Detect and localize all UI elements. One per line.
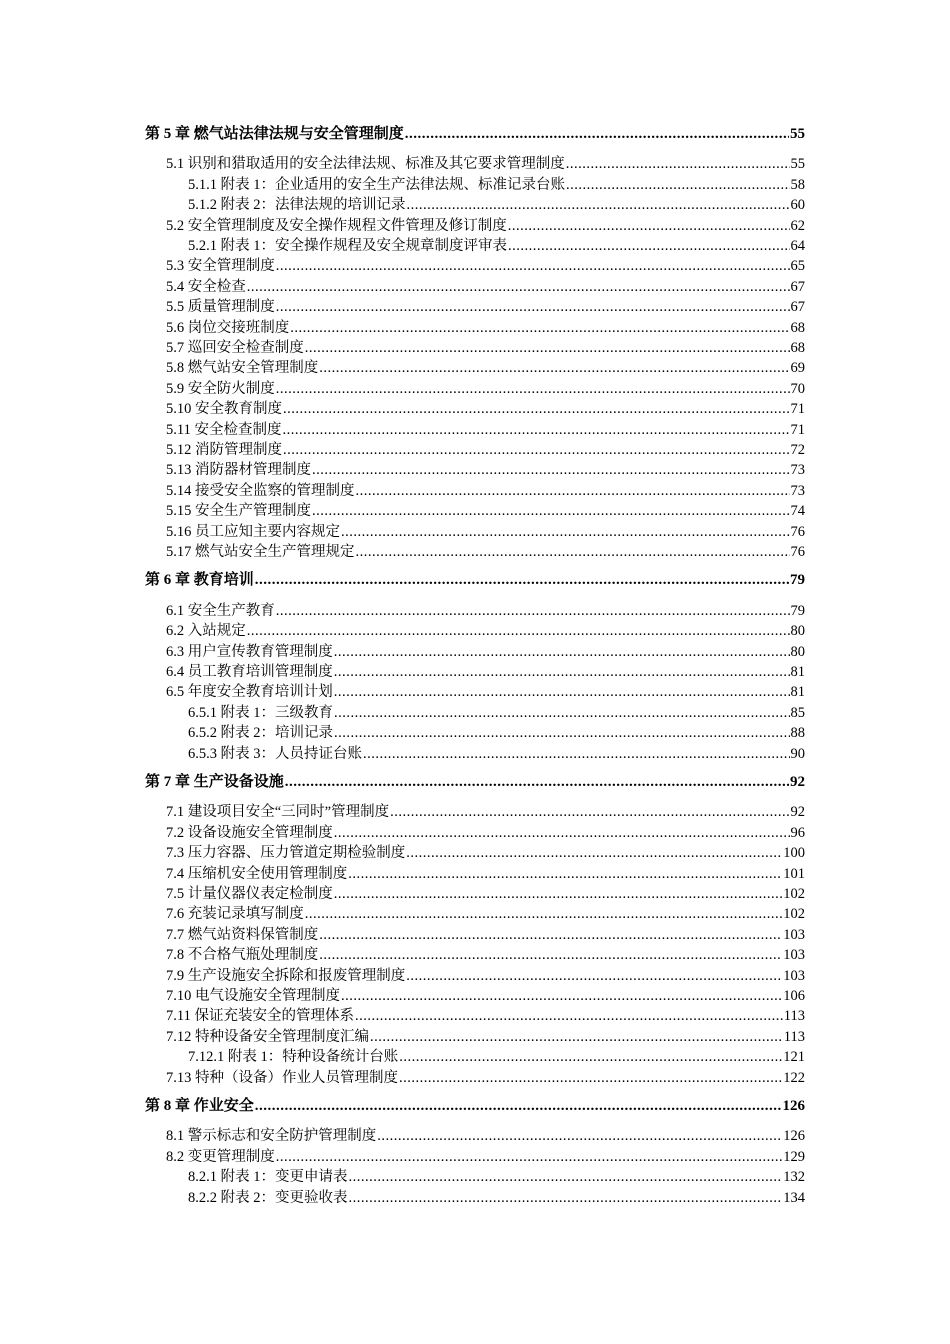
toc-entry-page-number: 65	[790, 258, 805, 275]
dot-leader	[255, 1096, 782, 1116]
toc-entry-title: 5.11 安全检查制度	[166, 421, 282, 438]
toc-entry-page-number: 92	[790, 774, 805, 790]
toc-entry[interactable]	[166, 277, 805, 297]
dot-leader	[334, 642, 790, 662]
toc-entry-page-number: 69	[790, 360, 805, 377]
toc-entry[interactable]	[166, 925, 805, 945]
toc-entry-title: 6.5.3 附表 3：人员持证台账	[188, 745, 362, 762]
toc-entry-page-number: 126	[782, 1098, 805, 1114]
dot-leader	[566, 175, 790, 195]
toc-entry[interactable]	[166, 379, 805, 399]
dot-leader	[285, 772, 789, 792]
toc-entry[interactable]	[166, 1147, 805, 1167]
dot-leader	[276, 601, 790, 621]
toc-entry-page-number: 55	[790, 156, 805, 173]
toc-entry-title: 第 5 章 燃气站法律法规与安全管理制度	[145, 126, 404, 142]
toc-entry-page-number: 126	[783, 1128, 805, 1145]
toc-entry[interactable]	[166, 601, 805, 621]
toc-entry-page-number: 80	[790, 623, 805, 640]
toc-entry-page-number: 81	[790, 684, 805, 701]
toc-entry[interactable]	[166, 621, 805, 641]
toc-entry[interactable]	[166, 864, 805, 884]
toc-entry-page-number: 67	[790, 299, 805, 316]
toc-entry-page-number: 76	[790, 544, 805, 560]
dot-leader	[312, 460, 790, 480]
dot-leader	[341, 522, 790, 542]
toc-entry-page-number: 106	[783, 988, 805, 1004]
toc-entry-page-number: 81	[790, 664, 805, 680]
dot-leader	[566, 154, 790, 174]
toc-entry[interactable]	[166, 216, 805, 236]
dot-leader	[334, 662, 790, 682]
toc-entry[interactable]	[166, 154, 805, 174]
toc-entry[interactable]	[188, 1167, 805, 1187]
toc-entry-page-number: 103	[783, 947, 805, 964]
toc-entry-title: 第 7 章 生产设备设施	[145, 774, 284, 790]
toc-entry-page-number: 96	[790, 824, 805, 841]
toc-entry[interactable]	[166, 522, 805, 542]
dot-leader	[348, 864, 782, 884]
toc-entry[interactable]	[166, 823, 805, 843]
dot-leader	[508, 236, 790, 256]
dot-leader	[276, 297, 790, 317]
toc-entry-title: 5.1 识别和猎取适用的安全法律法规、标准及其它要求管理制度	[166, 156, 565, 173]
toc-entry-page-number: 68	[790, 319, 805, 336]
dot-leader	[334, 682, 790, 702]
toc-entry[interactable]	[166, 297, 805, 317]
toc-entry-page-number: 73	[790, 462, 805, 479]
toc-entry-page-number: 71	[790, 421, 805, 438]
toc-entry[interactable]	[166, 1068, 805, 1088]
toc-entry-page-number: 67	[790, 278, 805, 295]
dot-leader	[406, 843, 782, 863]
toc-entry-title: 6.2 入站规定	[166, 623, 246, 640]
toc-entry-title: 5.3 安全管理制度	[166, 258, 275, 275]
dot-leader	[341, 986, 782, 1006]
toc-entry-title: 7.4 压缩机安全使用管理制度	[166, 865, 348, 882]
toc-entry-title: 第 6 章 教育培训	[145, 572, 254, 589]
dot-leader	[407, 195, 790, 215]
toc-entry[interactable]	[166, 682, 805, 702]
toc-chapter-entry[interactable]	[145, 772, 805, 792]
toc-entry[interactable]	[166, 399, 805, 419]
toc-entry[interactable]	[166, 904, 805, 924]
toc-entry-page-number: 79	[790, 602, 805, 619]
toc-entry-page-number: 121	[783, 1049, 805, 1066]
dot-leader	[349, 1167, 783, 1187]
toc-entry[interactable]	[188, 703, 805, 723]
toc-entry-page-number: 101	[783, 865, 805, 882]
dot-leader	[319, 358, 789, 378]
toc-entry[interactable]	[166, 986, 805, 1006]
toc-entry-title: 5.4 安全检查	[166, 278, 246, 295]
toc-entry-title: 5.17 燃气站安全生产管理规定	[166, 544, 355, 560]
toc-entry-title: 5.7 巡回安全检查制度	[166, 340, 304, 356]
toc-entry-title: 6.4 员工教育培训管理制度	[166, 664, 333, 680]
toc-entry-page-number: 73	[790, 482, 805, 499]
toc-entry[interactable]	[166, 338, 805, 358]
toc-entry-page-number: 100	[783, 845, 805, 862]
toc-entry[interactable]	[166, 1126, 805, 1146]
dot-leader	[276, 1147, 783, 1167]
toc-entry-page-number: 70	[790, 380, 805, 397]
toc-entry-title: 5.15 安全生产管理制度	[166, 503, 311, 520]
toc-entry-title: 5.2 安全管理制度及安全操作规程文件管理及修订制度	[166, 217, 507, 234]
toc-entry[interactable]	[166, 460, 805, 480]
toc-entry-page-number: 74	[790, 503, 805, 520]
toc-entry[interactable]	[188, 744, 805, 764]
toc-entry-title: 7.9 生产设施安全拆除和报废管理制度	[166, 967, 406, 984]
toc-entry-title: 5.10 安全教育制度	[166, 401, 282, 418]
toc-chapter-entry[interactable]	[145, 570, 805, 590]
dot-leader	[290, 318, 789, 338]
toc-entry-title: 5.8 燃气站安全管理制度	[166, 360, 319, 377]
toc-entry[interactable]	[188, 195, 805, 215]
toc-entry-page-number: 103	[783, 967, 805, 984]
toc-entry-title: 7.10 电气设施安全管理制度	[166, 988, 340, 1004]
toc-entry[interactable]	[166, 945, 805, 965]
toc-entry[interactable]	[166, 884, 805, 904]
toc-entry-page-number: 129	[783, 1148, 805, 1165]
toc-entry-page-number: 90	[790, 745, 805, 762]
toc-entry[interactable]	[166, 481, 805, 501]
dot-leader	[363, 744, 790, 764]
toc-entry[interactable]	[166, 966, 805, 986]
toc-chapter-entry[interactable]	[145, 1096, 805, 1116]
dot-leader	[247, 621, 790, 641]
dot-leader	[406, 966, 782, 986]
toc-entry-title: 5.13 消防器材管理制度	[166, 462, 311, 479]
toc-entry-title: 第 8 章 作业安全	[145, 1098, 254, 1114]
toc-entry[interactable]	[166, 642, 805, 662]
dot-leader	[390, 802, 789, 822]
dot-leader	[312, 501, 790, 521]
toc-entry-page-number: 80	[790, 643, 805, 660]
toc-entry-title: 5.5 质量管理制度	[166, 299, 275, 316]
toc-entry-title: 5.2.1 附表 1：安全操作规程及安全规章制度评审表	[188, 238, 507, 254]
toc-entry-page-number: 55	[790, 126, 805, 142]
dot-leader	[405, 124, 789, 144]
toc-entry[interactable]	[166, 501, 805, 521]
dot-leader	[283, 399, 790, 419]
toc-entry[interactable]	[166, 843, 805, 863]
toc-entry[interactable]	[166, 256, 805, 276]
dot-leader	[282, 420, 789, 440]
toc-entry[interactable]	[188, 175, 805, 195]
toc-entry[interactable]	[166, 542, 805, 562]
toc-entry[interactable]	[166, 662, 805, 682]
dot-leader	[305, 338, 790, 358]
dot-leader	[255, 570, 789, 590]
toc-entry-title: 7.12.1 附表 1：特种设备统计台账	[188, 1049, 399, 1066]
toc-entry-title: 5.6 岗位交接班制度	[166, 319, 290, 336]
toc-entry-page-number: 72	[790, 442, 805, 458]
toc-entry-title: 8.2 变更管理制度	[166, 1148, 275, 1165]
toc-entry[interactable]	[188, 236, 805, 256]
toc-entry-title: 5.1.1 附表 1：企业适用的安全生产法律法规、标准记录台账	[188, 176, 565, 193]
toc-entry-page-number: 60	[790, 197, 805, 214]
toc-entry-page-number: 132	[783, 1169, 805, 1186]
dot-leader	[508, 216, 790, 236]
toc-entry-title: 7.1 建设项目安全“三同时”管理制度	[166, 804, 390, 821]
toc-entry-title: 7.2 设备设施安全管理制度	[166, 824, 333, 841]
toc-entry[interactable]	[166, 420, 805, 440]
toc-entry-page-number: 79	[790, 572, 805, 589]
toc-entry-page-number: 122	[783, 1069, 805, 1086]
dot-leader	[276, 256, 790, 276]
toc-entry-title: 7.13 特种（设备）作业人员管理制度	[166, 1069, 398, 1086]
dot-leader	[334, 884, 783, 904]
toc-entry-title: 5.9 安全防火制度	[166, 380, 275, 397]
dot-leader	[247, 277, 790, 297]
dot-leader	[283, 440, 790, 460]
toc-entry-page-number: 102	[783, 886, 805, 902]
toc-entry-page-number: 113	[783, 1008, 805, 1025]
dot-leader	[276, 379, 790, 399]
dot-leader	[399, 1068, 782, 1088]
toc-entry-title: 8.1 警示标志和安全防护管理制度	[166, 1128, 377, 1145]
toc-entry[interactable]	[188, 723, 805, 743]
toc-entry-page-number: 85	[790, 704, 805, 721]
toc-entry-title: 6.5 年度安全教育培训计划	[166, 684, 333, 701]
toc-entry-page-number: 76	[790, 523, 805, 540]
toc-entry-title: 7.8 不合格气瓶处理制度	[166, 947, 319, 964]
toc-entry[interactable]	[166, 440, 805, 460]
toc-entry-title: 5.1.2 附表 2：法律法规的培训记录	[188, 197, 406, 214]
dot-leader	[319, 925, 782, 945]
dot-leader	[349, 1188, 783, 1208]
toc-entry-page-number: 88	[790, 725, 805, 742]
toc-entry-title: 7.5 计量仪器仪表定检制度	[166, 886, 333, 902]
toc-entry-title: 7.3 压力容器、压力管道定期检验制度	[166, 845, 406, 862]
toc-entry[interactable]	[166, 802, 805, 822]
toc-entry-title: 7.7 燃气站资料保管制度	[166, 926, 319, 943]
toc-entry-page-number: 113	[783, 1028, 805, 1045]
toc-entry-title: 6.5.2 附表 2：培训记录	[188, 725, 333, 742]
toc-entry-page-number: 134	[783, 1189, 805, 1206]
dot-leader	[319, 945, 782, 965]
dot-leader	[399, 1047, 782, 1067]
dot-leader	[334, 823, 790, 843]
dot-leader	[377, 1126, 782, 1146]
toc-entry[interactable]	[166, 1027, 805, 1047]
toc-entry-page-number: 71	[790, 401, 805, 418]
toc-entry-title: 6.1 安全生产教育	[166, 602, 275, 619]
dot-leader	[334, 723, 790, 743]
dot-leader	[356, 481, 790, 501]
toc-entry-page-number: 64	[790, 238, 805, 254]
toc-entry-title: 6.5.1 附表 1：三级教育	[188, 704, 333, 721]
toc-entry-title: 7.11 保证充装安全的管理体系	[166, 1008, 354, 1025]
toc-entry-title: 5.14 接受安全监察的管理制度	[166, 482, 355, 499]
toc-entry[interactable]	[166, 1006, 805, 1026]
toc-entry[interactable]	[188, 1047, 805, 1067]
dot-leader	[355, 1006, 783, 1026]
toc-entry[interactable]	[166, 318, 805, 338]
toc-entry-title: 7.6 充装记录填写制度	[166, 906, 304, 923]
dot-leader	[305, 904, 783, 924]
toc-entry-title: 8.2.1 附表 1：变更申请表	[188, 1169, 348, 1186]
toc-entry-page-number: 102	[783, 906, 805, 923]
toc-entry-title: 5.16 员工应知主要内容规定	[166, 523, 340, 540]
toc-entry[interactable]	[166, 358, 805, 378]
toc-entry-title: 7.12 特种设备安全管理制度汇编	[166, 1028, 369, 1045]
dot-leader	[356, 542, 790, 562]
toc-entry-page-number: 58	[790, 176, 805, 193]
toc-entry[interactable]	[188, 1188, 805, 1208]
toc-entry-page-number: 92	[790, 804, 805, 821]
toc-entry-page-number: 103	[783, 926, 805, 943]
toc-entry-title: 8.2.2 附表 2：变更验收表	[188, 1189, 348, 1206]
toc-entry-title: 5.12 消防管理制度	[166, 442, 282, 458]
dot-leader	[334, 703, 790, 723]
toc-entry-page-number: 68	[790, 340, 805, 356]
dot-leader	[370, 1027, 783, 1047]
toc-chapter-entry[interactable]	[145, 124, 805, 144]
toc-entry-page-number: 62	[790, 217, 805, 234]
toc-entry-title: 6.3 用户宣传教育管理制度	[166, 643, 333, 660]
